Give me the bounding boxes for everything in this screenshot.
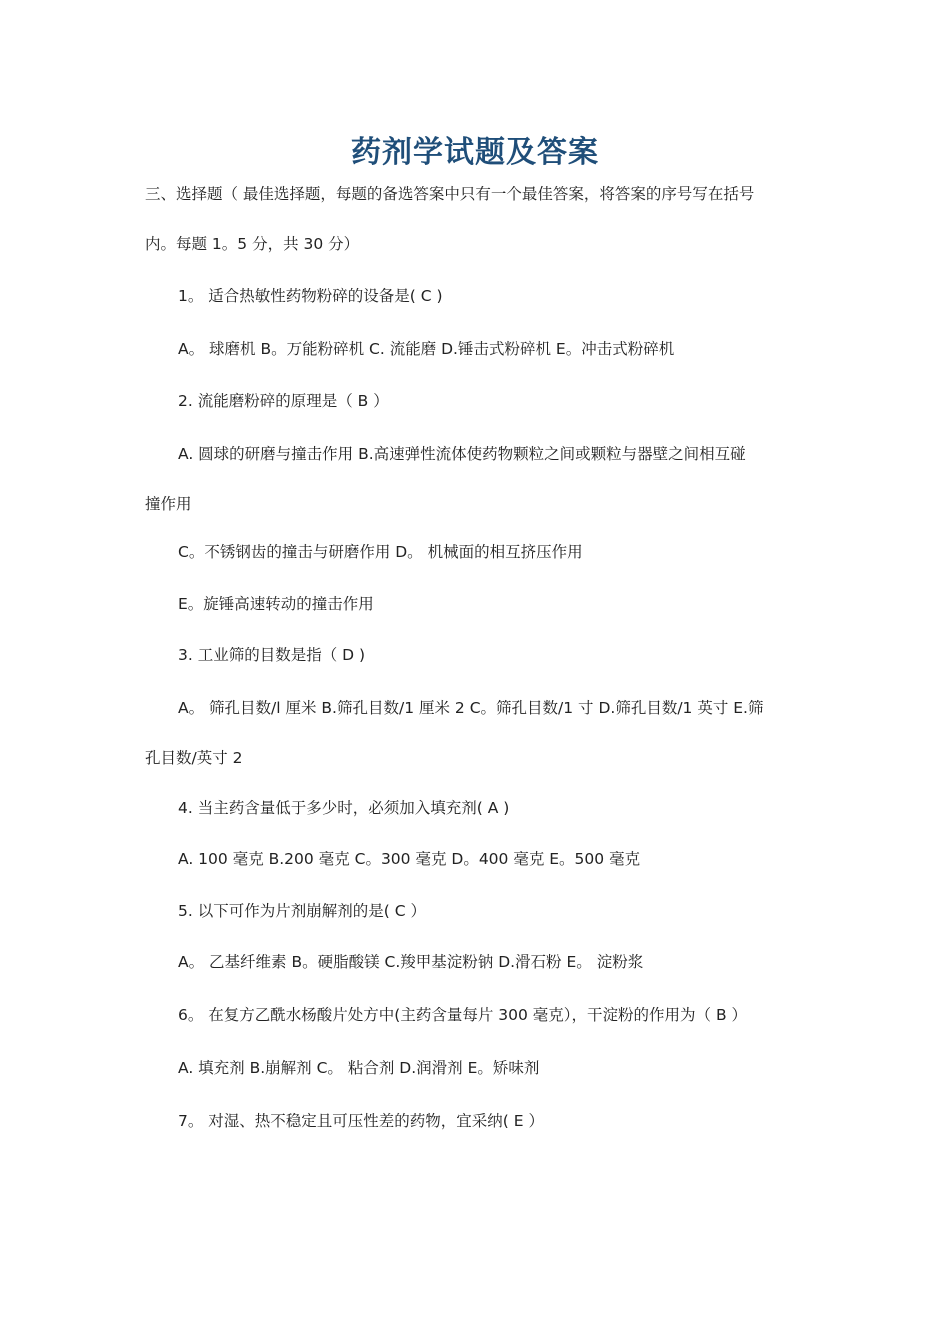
document-title: 药剂学试题及答案 — [351, 135, 599, 170]
question-5: 5. 以下可作为片剂崩解剂的是( C ） — [178, 902, 426, 920]
question-3-options-line-1: A。 筛孔目数/l 厘米 B.筛孔目数/1 厘米 2 C。筛孔目数/1 寸 D.筛孔目数/1 英寸 E.筛 — [178, 699, 764, 717]
question-1: 1。 适合热敏性药物粉碎的设备是( C ) — [178, 287, 443, 305]
question-4: 4. 当主药含量低于多少时，必须加入填充剂( A ) — [178, 799, 510, 817]
question-3-options-line-2: 孔目数/英寸 2 — [145, 749, 243, 767]
question-6-options: A. 填充剂 B.崩解剂 C。 粘合剂 D.润滑剂 E。矫味剂 — [178, 1059, 540, 1077]
question-3: 3. 工业筛的目数是指（ D ) — [178, 646, 366, 664]
question-7: 7。 对湿、热不稳定且可压性差的药物，宜采纳( E ） — [178, 1112, 544, 1130]
question-2-options-line-4: E。旋锤高速转动的撞击作用 — [178, 595, 374, 613]
section-heading-line-1: 三、选择题（ 最佳选择题，每题的备选答案中只有一个最佳答案，将答案的序号写在括号 — [145, 185, 755, 203]
question-6: 6。 在复方乙酰水杨酸片处方中(主药含量每片 300 毫克），干淀粉的作用为（ B ） — [178, 1006, 748, 1024]
question-2-options-line-1: A. 圆球的研磨与撞击作用 B.高速弹性流体使药物颗粒之间或颗粒与器壁之间相互碰 — [178, 445, 746, 463]
section-heading-line-2: 内。每题 1。5 分，共 30 分） — [145, 235, 360, 253]
question-5-options: A。 乙基纤维素 B。硬脂酸镁 C.羧甲基淀粉钠 D.滑石粉 E。 淀粉浆 — [178, 953, 644, 971]
question-2: 2. 流能磨粉碎的原理是（ B ） — [178, 392, 389, 410]
question-2-options-line-2: 撞作用 — [145, 495, 192, 513]
question-1-options: A。 球磨机 B。万能粉碎机 C. 流能磨 D.锤击式粉碎机 E。冲击式粉碎机 — [178, 340, 675, 358]
question-2-options-line-3: C。不锈钢齿的撞击与研磨作用 D。 机械面的相互挤压作用 — [178, 543, 583, 561]
question-4-options: A. 100 毫克 B.200 毫克 C。300 毫克 D。400 毫克 E。500 毫克 — [178, 850, 641, 868]
